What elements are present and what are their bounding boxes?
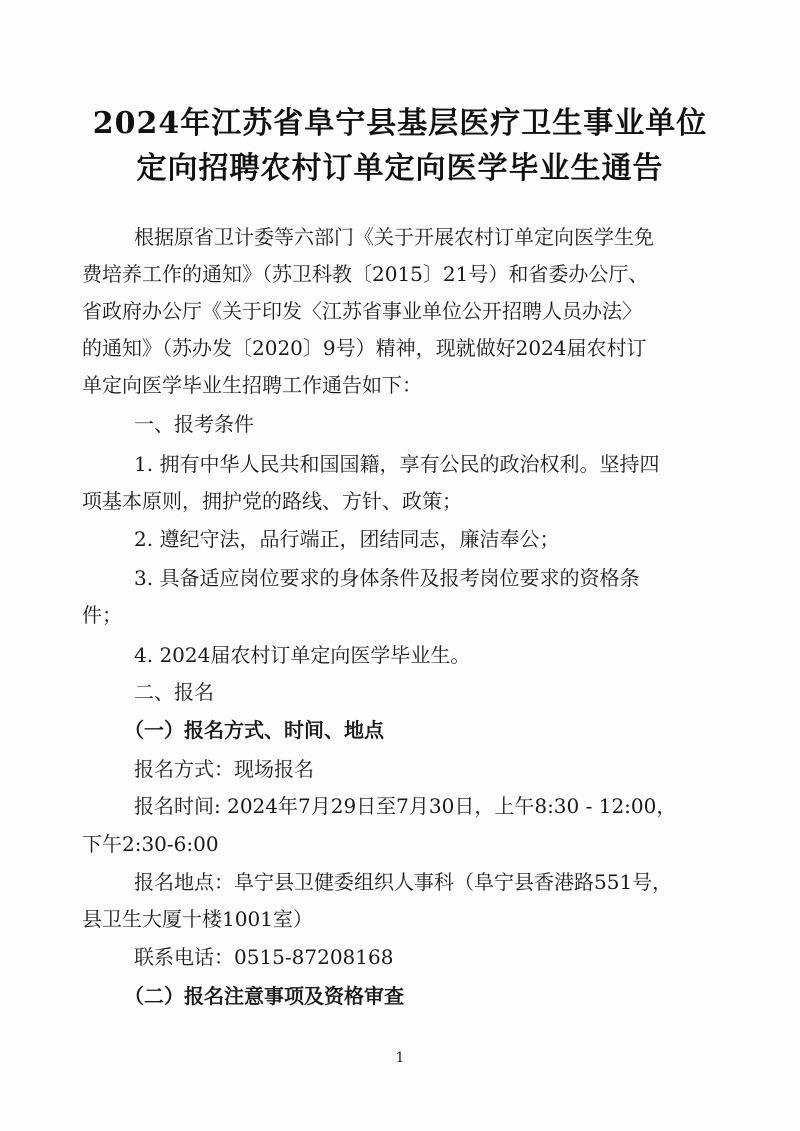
condition-item: 3. 具备适应岗位要求的身体条件及报考岗位要求的资格条 <box>134 566 640 590</box>
subsection-heading-notes: （二）报名注意事项及资格审查 <box>124 984 404 1008</box>
intro-paragraph-line: 费培养工作的通知》（苏卫科教〔2015〕21号）和省委办公厅、 <box>82 262 649 286</box>
condition-item: 项基本原则，拥护党的路线、方针、政策； <box>82 489 462 513</box>
page-number: 1 <box>395 1050 405 1066</box>
intro-paragraph-line: 省政府办公厅《关于印发〈江苏省事业单位公开招聘人员办法〉 <box>82 299 642 323</box>
contact-phone: 联系电话：0515-87208168 <box>134 945 394 969</box>
section-heading-registration: 二、报名 <box>134 680 214 704</box>
document-title-line-1: 2024年江苏省阜宁县基层医疗卫生事业单位 <box>92 106 708 141</box>
document-title-line-2: 定向招聘农村订单定向医学毕业生通告 <box>136 151 664 186</box>
subsection-heading-method: （一）报名方式、时间、地点 <box>124 718 384 742</box>
section-heading-conditions: 一、报考条件 <box>134 412 254 436</box>
registration-place: 报名地点：阜宁县卫健委组织人事科（阜宁县香港路551号， <box>134 870 673 894</box>
condition-item: 件； <box>82 603 122 627</box>
intro-paragraph-line: 的通知》（苏办发〔2020〕9号）精神，现就做好2024届农村订 <box>82 336 647 360</box>
condition-item: 4. 2024届农村订单定向医学毕业生。 <box>134 643 471 667</box>
condition-item: 1. 拥有中华人民共和国国籍，享有公民的政治权利。坚持四 <box>134 452 660 476</box>
condition-item: 2. 遵纪守法，品行端正，团结同志，廉洁奉公； <box>134 527 560 551</box>
registration-method: 报名方式：现场报名 <box>134 757 314 781</box>
registration-place-continued: 县卫生大厦十楼1001室） <box>82 907 313 931</box>
registration-time-continued: 下午2:30-6:00 <box>82 832 219 856</box>
intro-paragraph-line: 单定向医学毕业生招聘工作通告如下： <box>82 373 422 397</box>
intro-paragraph-line: 根据原省卫计委等六部门《关于开展农村订单定向医学生免 <box>134 225 654 249</box>
registration-time: 报名时间: 2024年7月29日至7月30日，上午8:30 - 12:00， <box>134 794 677 818</box>
